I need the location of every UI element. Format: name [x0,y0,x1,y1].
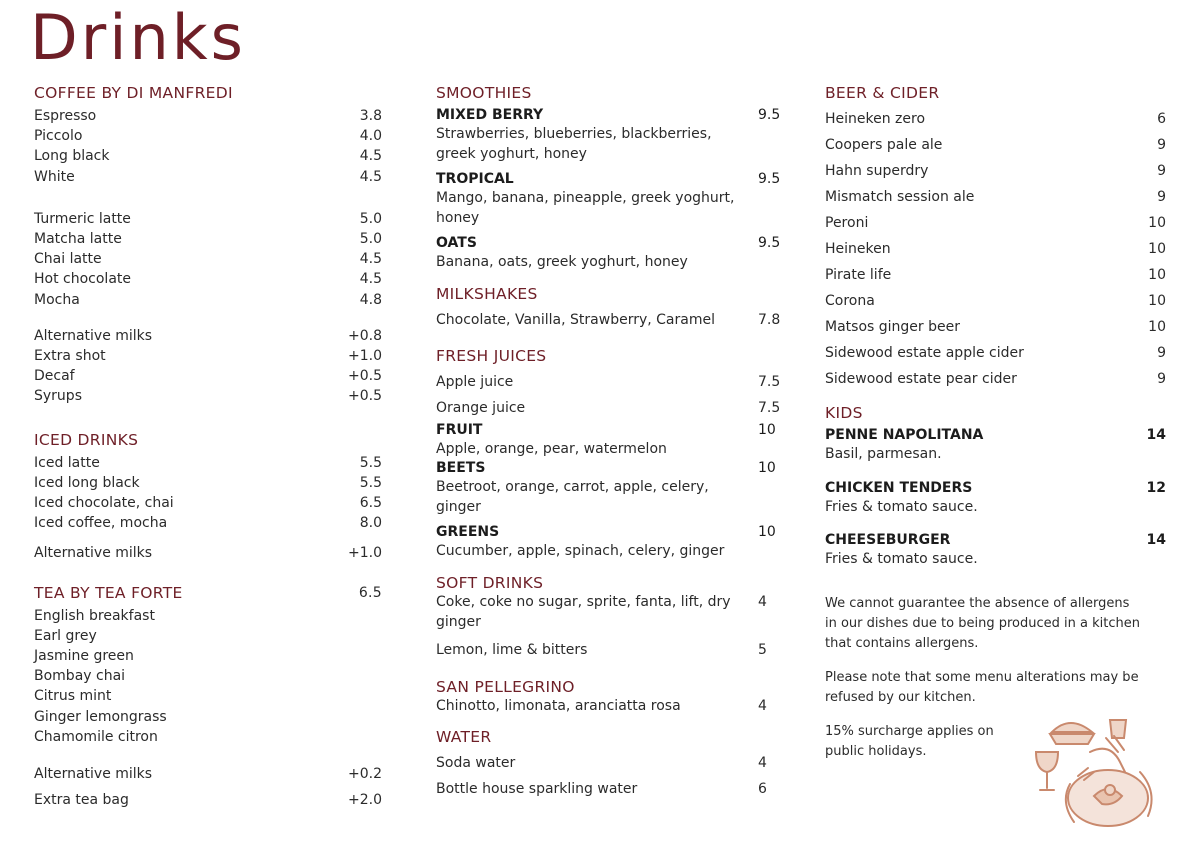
menu-item [34,167,382,187]
item-name: Orange juice [436,399,526,416]
item-name: GREENS [436,524,500,540]
item-price: 9.5 [758,107,781,123]
item-price: 5 [758,641,767,658]
item-name: Iced long black [34,474,140,491]
item-price: 5.5 [359,454,382,471]
item-price: 4 [758,697,767,714]
item-name: English breakfast [34,607,155,624]
item-name: Iced latte [34,454,100,471]
menu-item [34,727,382,747]
item-name: Chocolate, Vanilla, Strawberry, Caramel [436,311,715,328]
item-name: Iced chocolate, chai [34,495,174,512]
menu-item [825,340,1166,366]
item-name: Earl grey [34,627,97,644]
menu-item [34,453,382,473]
item-price: 10 [1148,241,1166,257]
item-name: Bombay chai [34,668,126,685]
item-description: Fries & tomato sauce. [825,498,978,515]
item-price: 8.0 [359,515,382,532]
menu-item [436,750,784,776]
section-heading: SAN PELLEGRINO [436,677,575,696]
menu-item [825,184,1166,210]
item-name: Turmeric latte [34,210,131,227]
item-name: Corona [825,293,875,309]
menu-item [436,234,784,273]
item-price: 14 [1146,532,1166,548]
item-price: +1.0 [348,348,382,365]
item-name: Hahn superdry [825,163,929,179]
menu-item [436,421,784,460]
item-name: Lemon, lime & bitters [436,641,588,658]
menu-item [34,606,382,626]
item-name: Jasmine green [34,648,134,665]
section-kids [825,402,1166,570]
item-name: OATS [436,235,477,251]
item-price: 10 [758,524,776,540]
menu-item [34,666,382,686]
item-price: 9 [1157,163,1166,179]
alterations-note: Please note that some menu alterations may be refused by our kitchen. [825,669,1139,705]
menu-item [825,106,1166,132]
item-name: FRUIT [436,421,483,438]
section-water [436,726,784,802]
item-name: Pirate life [825,267,892,283]
page-title: Drinks [30,1,246,74]
item-price: 4.5 [359,251,382,268]
item-name: Bottle house sparkling water [436,781,638,798]
item-name: Piccolo [34,128,83,145]
menu-item [825,210,1166,236]
item-name: Chai latte [34,251,102,268]
menu-item [34,366,382,386]
section-heading: ICED DRINKS [34,430,139,449]
item-name: BEETS [436,460,486,476]
item-price: 4 [758,755,767,772]
item-price: 7.5 [758,399,781,416]
column-right [825,82,1166,776]
item-description: Beetroot, orange, carrot, apple, celery, ginger [436,479,709,515]
item-price: 10 [758,421,776,438]
item-description: Banana, oats, greek yoghurt, honey [436,254,688,270]
menu-item [34,126,382,146]
section-heading: BEER & CIDER [825,84,940,102]
menu-item [34,626,382,646]
item-name: TROPICAL [436,171,514,187]
section-tea [34,582,382,813]
item-price: 6 [1157,111,1166,127]
section-coffee [34,82,382,407]
menu-item [34,269,382,289]
section-smoothies [436,82,784,273]
item-price: +0.8 [348,327,382,344]
menu-item [436,523,784,562]
item-name: Heineken zero [825,111,926,127]
section-milkshakes [436,283,784,333]
column-middle [436,82,784,802]
item-name: Coopers pale ale [825,137,943,153]
item-price: 4.5 [359,168,382,185]
item-name: Extra shot [34,348,106,365]
column-left [34,82,382,813]
item-name: CHICKEN TENDERS [825,479,973,496]
item-name: Hot chocolate [34,271,132,288]
section-heading: COFFEE BY DI MANFREDI [34,84,233,102]
item-price: 5.0 [359,210,382,227]
item-price: 9 [1157,345,1166,361]
menu-item [34,290,382,310]
section-heading: MILKSHAKES [436,284,538,303]
menu-item [825,132,1166,158]
menu-item [436,696,784,716]
menu-item [34,543,382,563]
menu-item [34,646,382,666]
menu-item [825,288,1166,314]
menu-item [825,158,1166,184]
menu-item [34,707,382,727]
item-price: 10 [1148,319,1166,335]
item-price: 10 [1148,293,1166,309]
menu-item [34,787,382,813]
item-price: 9.5 [758,171,781,187]
item-price: 9 [1157,371,1166,387]
menu-item [436,459,784,517]
item-price: +2.0 [348,792,382,809]
item-price: 5.5 [359,474,382,491]
item-price: 4.5 [359,148,382,165]
section-heading: FRESH JUICES [436,346,547,365]
menu-item [34,346,382,366]
item-price: 10 [1148,267,1166,283]
item-name: Alternative milks [34,327,153,344]
item-price: 3.8 [359,108,382,124]
item-name: PENNE NAPOLITANA [825,427,984,443]
allergen-note: We cannot guarantee the absence of allergens in our dishes due to being produced in a kitchen that contains allergens. [825,595,1140,651]
menu-item [825,531,1166,570]
food-illustration-icon [1030,712,1170,837]
menu-item [34,106,382,126]
item-price: 12 [1146,479,1166,496]
menu-item [825,262,1166,288]
item-description: Strawberries, blueberries, blackberries, greek yoghurt, honey [436,126,712,162]
section-heading: SMOOTHIES [436,84,532,102]
item-name: Extra tea bag [34,792,129,809]
section-heading [34,582,382,606]
item-price: 6.5 [359,495,382,512]
section-beer-cider [825,82,1166,392]
menu-item [34,513,382,533]
item-name: Alternative milks [34,545,153,562]
item-price: 6 [758,781,767,798]
menu-item [825,426,1166,465]
item-price: 4 [758,593,767,610]
menu-item [436,776,784,802]
item-price: 6.5 [358,584,382,601]
section-heading: SOFT DRINKS [436,573,544,592]
item-price: 9 [1157,137,1166,153]
menu-item [825,314,1166,340]
menu-item [34,473,382,493]
section-san-pellegrino [436,676,784,716]
item-description: Apple, orange, pear, watermelon [436,440,667,457]
surcharge-note: 15% surcharge applies on public holidays. [825,723,994,759]
menu-item [34,493,382,513]
item-price: +0.5 [348,388,382,405]
menu-item [436,307,784,333]
item-description: Basil, parmesan. [825,446,942,462]
item-name: White [34,168,75,185]
item-price: 9 [1157,189,1166,205]
item-price: 4.5 [359,271,382,288]
item-price: 5.0 [359,231,382,248]
item-description: Fries & tomato sauce. [825,551,978,567]
item-price: 7.5 [758,373,781,390]
section-heading: WATER [436,728,492,747]
item-price: 4.0 [359,128,382,145]
item-name: Citrus mint [34,688,112,705]
item-name: Iced coffee, mocha [34,515,168,532]
item-price: +0.5 [348,368,382,385]
menu-item [436,592,784,632]
item-price: 10 [1148,215,1166,231]
menu-item [436,638,784,662]
item-name: Sidewood estate apple cider [825,345,1024,361]
item-name: Decaf [34,368,75,385]
menu-item [436,395,784,421]
menu-item [436,170,784,228]
item-price: +1.0 [348,545,382,562]
menu-item [825,236,1166,262]
heading-text: TEA BY TEA FORTE [34,583,183,602]
item-name: Ginger lemongrass [34,708,167,725]
section-fresh-juices [436,345,784,562]
item-name: Syrups [34,388,82,405]
menu-item [34,761,382,787]
item-name: Long black [34,148,110,165]
item-name: Coke, coke no sugar, sprite, fanta, lift, dry ginger [436,593,731,630]
item-price: 7.8 [758,311,781,328]
item-price: 4.8 [359,291,382,308]
item-name: Espresso [34,108,97,124]
item-name: Soda water [436,755,516,772]
menu-item [825,479,1166,518]
menu-item [34,686,382,706]
section-iced-drinks [34,429,382,564]
item-price: 14 [1146,427,1166,443]
menu-item [825,366,1166,392]
section-soft-drinks [436,572,784,662]
menu-item [34,229,382,249]
item-price: +0.2 [348,766,382,783]
item-price: 9.5 [758,235,781,251]
item-description: Cucumber, apple, spinach, celery, ginger [436,543,725,559]
item-price: 10 [758,460,776,476]
item-name: Alternative milks [34,766,153,783]
menu-item [34,249,382,269]
menu-item [34,386,382,406]
item-name: Heineken [825,241,891,257]
item-name: Matsos ginger beer [825,319,960,335]
item-name: Peroni [825,215,869,231]
section-heading: KIDS [825,404,863,422]
menu-item [34,326,382,346]
item-name: Chamomile citron [34,728,158,745]
item-name: MIXED BERRY [436,107,544,123]
item-name: Chinotto, limonata, aranciatta rosa [436,697,681,714]
menu-item [34,146,382,166]
item-name: Mismatch session ale [825,189,975,205]
menu-item [34,209,382,229]
item-name: CHEESEBURGER [825,532,951,548]
menu-item [436,106,784,164]
item-description: Mango, banana, pineapple, greek yoghurt, honey [436,190,735,226]
item-name: Mocha [34,291,80,308]
item-name: Sidewood estate pear cider [825,371,1017,387]
item-name: Apple juice [436,373,514,390]
menu-item [436,369,784,395]
item-name: Matcha latte [34,231,122,248]
